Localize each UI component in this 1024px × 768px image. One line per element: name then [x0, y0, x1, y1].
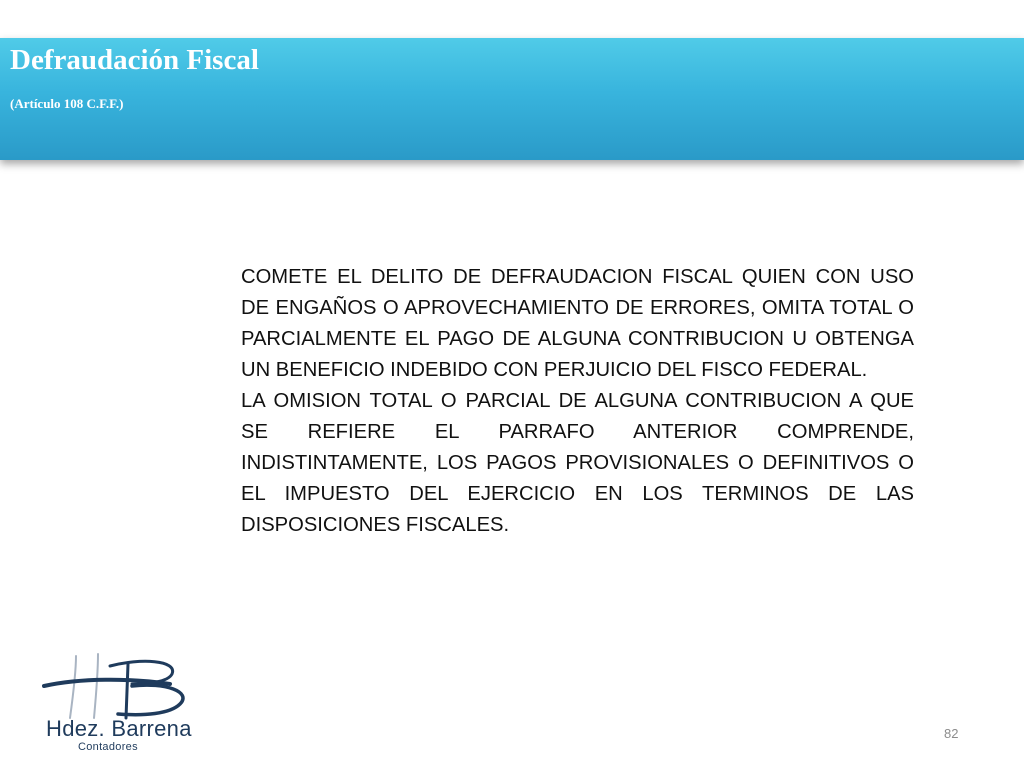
paragraph-definition: COMETE EL DELITO DE DEFRAUDACION FISCAL QUIEN CON USO DE ENGAÑOS O APROVECHAMIENTO DE ERRORES, OMITA TOTAL O PARCIALMENTE EL PAGO DE ALGUNA CONTRIBUCION U OBTENGA UN BENEFICIO INDEBIDO CON PERJUICIO DEL FISCO FEDERAL. — [241, 266, 914, 381]
page-number: 82 — [944, 726, 959, 741]
hb-monogram-icon — [40, 652, 210, 722]
slide-title: Defraudación Fiscal — [10, 44, 259, 76]
slide-subtitle: (Artículo 108 C.F.F.) — [10, 96, 124, 111]
logo-name: Hdez. Barrena — [46, 716, 192, 741]
header-banner — [0, 38, 1024, 160]
body-text — [241, 262, 914, 541]
logo-subtitle: Contadores — [78, 741, 138, 753]
company-logo — [40, 652, 210, 756]
paragraph-omission: LA OMISION TOTAL O PARCIAL DE ALGUNA CONTRIBUCION A QUE SE REFIERE EL PARRAFO ANTERIOR COMPRENDE, INDISTINTAMENTE, LOS PAGOS PROVISIONALES O DEFINITIVOS O EL IMPUESTO DEL EJERCICIO EN LOS TERMINOS DE LAS DISPOSICIONES FISCALES. — [241, 390, 914, 536]
